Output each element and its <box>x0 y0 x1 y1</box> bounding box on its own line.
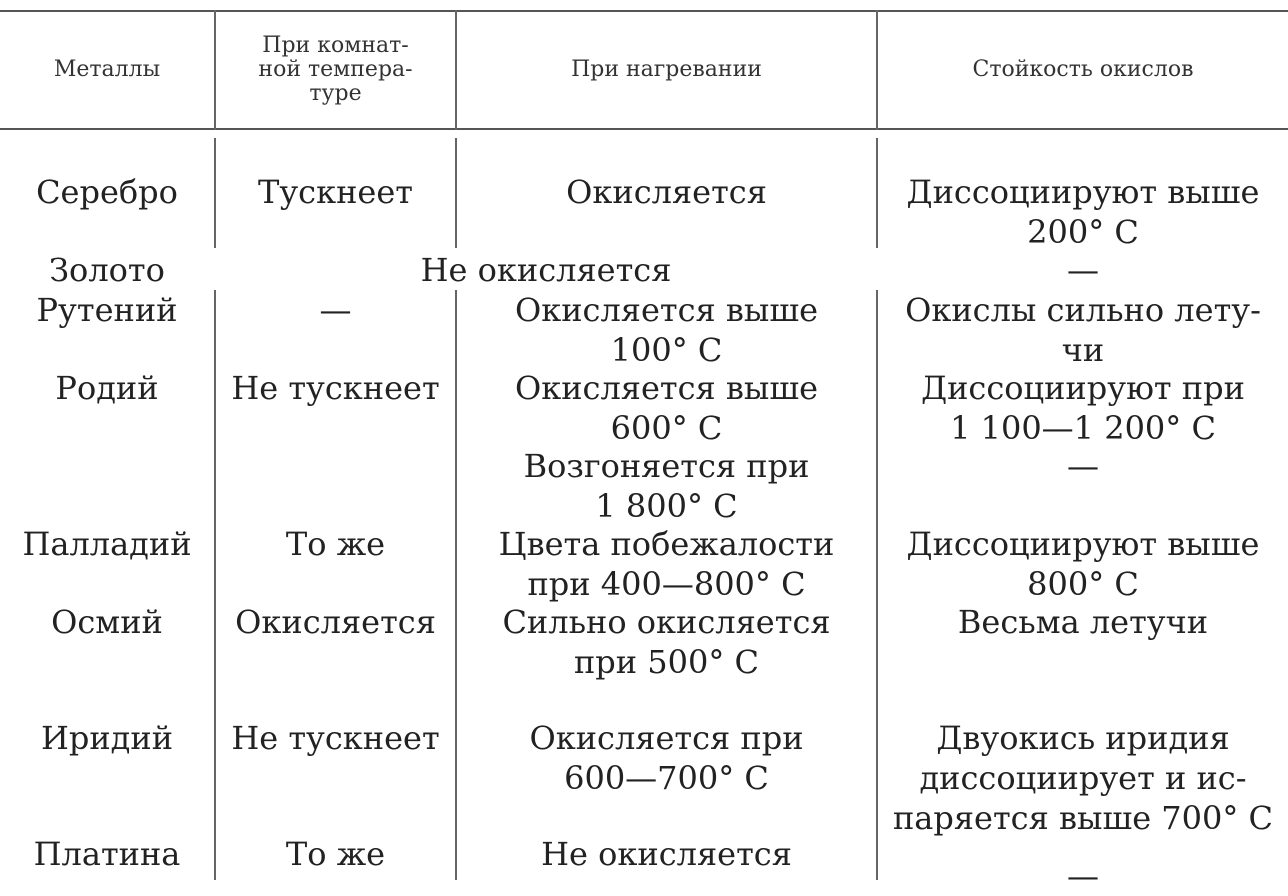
cell-stability: — <box>1067 251 1099 289</box>
cell-metal: Серебро <box>36 173 178 211</box>
cell-metal: Осмий <box>51 603 163 641</box>
cell-heat: Окисляется <box>566 173 767 211</box>
header-rule <box>0 128 1288 130</box>
cell-room: Окисляется <box>235 603 436 641</box>
cell-room: Тускнеет <box>258 173 413 211</box>
cell-metal: Иридий <box>40 719 174 757</box>
cell-room: То же <box>285 525 386 563</box>
cell-stability: Двуокись иридия диссоциирует и ис- паряется выше 700° С <box>892 719 1274 837</box>
cell-metal: Палладий <box>22 525 192 563</box>
cell-room: — <box>319 291 352 329</box>
cell-stability: Диссоциируют выше 200° С <box>906 173 1260 251</box>
cell-heat: Сильно окисляется при 500° С <box>502 603 831 681</box>
cell-metal: Платина <box>33 835 181 873</box>
cell-merged: Не окисляется <box>420 251 672 289</box>
header-oxide-stability: Стойкость окислов <box>972 57 1194 82</box>
cell-room: То же <box>285 835 386 873</box>
cell-room: Не тускнеет <box>231 369 440 407</box>
cell-heat: Окисляется выше 100° С <box>514 291 819 369</box>
cell-stability: — <box>1067 857 1099 895</box>
cell-heat: Цвета побежалости при 400—800° С <box>498 525 835 603</box>
cell-heat: Возгоняется при 1 800° С <box>523 447 810 525</box>
cell-stability: Диссоциируют выше 800° С <box>906 525 1260 603</box>
header-heating: При нагревании <box>571 57 762 82</box>
cell-room: Не тускнеет <box>231 719 440 757</box>
header-room-temp: При комнат- ной темпера- туре <box>258 33 413 106</box>
cell-stability: Окислы сильно лету- чи <box>905 291 1261 369</box>
cell-heat: Окисляется выше 600° С <box>514 369 819 447</box>
cell-stability: Диссоциируют при 1 100—1 200° С <box>921 369 1245 447</box>
cell-stability: Весьма летучи <box>957 603 1209 641</box>
cell-heat: Не окисляется <box>541 835 792 873</box>
cell-stability: — <box>1067 447 1099 485</box>
cell-heat: Окисляется при 600—700° С <box>529 719 804 797</box>
cell-metal: Золото <box>49 251 165 289</box>
cell-metal: Рутений <box>36 291 178 329</box>
cell-metal: Родий <box>55 369 159 407</box>
header-metals: Металлы <box>53 57 161 82</box>
